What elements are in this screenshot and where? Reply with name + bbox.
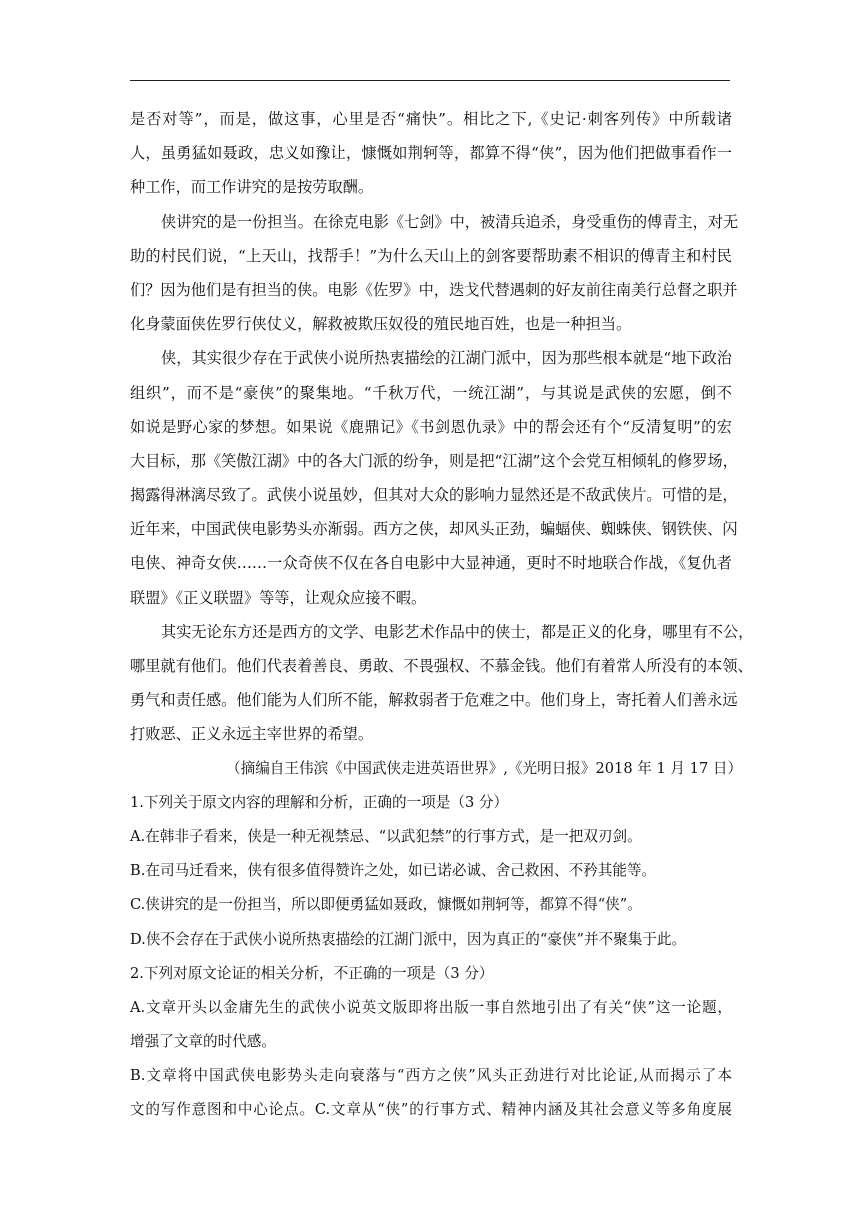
question-2-line-4: 文的写作意图和中心论点。C.文章从“侠”的行事方式、精神内涵及其社会意义等多角度展 xyxy=(130,1101,732,1119)
question-2-line-1: A.文章开头以金庸先生的武侠小说英文版即将出版一事自然地引出了有关“侠”这一论题， xyxy=(130,998,732,1016)
question-1-option-d: D.侠不会存在于武侠小说所热衷描绘的江湖门派中，因为真正的“豪侠”并不聚集于此。 xyxy=(130,930,687,948)
question-1-option-c: C.侠讲究的是一份担当，所以即便勇猛如聂政，慷慨如荆轲等，都算不得“侠”。 xyxy=(130,896,642,914)
paragraph-3-line-8: 联盟》《正义联盟》等等，让观众应接不暇。 xyxy=(130,588,427,607)
paragraph-2-line-4: 化身蒙面侠佐罗行侠仗义，解救被欺压奴役的殖民地百姓，也是一种担当。 xyxy=(130,315,632,334)
question-2-line-3: B.文章将中国武侠电影势头走向衰落与“西方之侠”风头正劲进行对比论证,从而揭示了本 xyxy=(130,1067,732,1085)
paragraph-1-line-1: 是否对等”，而是，做这事，心里是否“痛快”。相比之下,《史记·刺客列传》中所载诸 xyxy=(130,110,732,128)
paragraph-4-line-3: 勇气和责任感。他们能为人们所不能，解救弱者于危难之中。他们身上，寄托着人们善永远 xyxy=(130,691,738,710)
article-body xyxy=(130,102,754,1128)
question-2-stem: 2.下列对原文论证的相关分析，不正确的一项是（3 分） xyxy=(130,964,494,982)
paragraph-2-line-2: 助的村民们说，“上天山，找帮手！”为什么天山上的剑客要帮助素不相识的傅青主和村民 xyxy=(130,246,732,265)
source-citation: （摘编自王伟滨《中国武侠走进英语世界》,《光明日报》2018 年 1 月 17 日） xyxy=(226,759,743,777)
paragraph-2-line-3: 们？因为他们是有担当的侠。电影《佐罗》中，迭戈代替遇刺的好友前往南美行总督之职并 xyxy=(130,280,738,299)
paragraph-3-line-7: 电侠、神奇女侠……一众奇侠不仅在各自电影中大显神通，更时不时地联合作战，《复仇者 xyxy=(130,554,732,573)
paragraph-3-line-3: 如说是野心家的梦想。如果说《鹿鼎记》《书剑恩仇录》中的帮会还有个“反清复明”的宏 xyxy=(130,417,732,436)
paragraph-1-line-2: 人，虽勇猛如聂政，忠义如豫让，慷慨如荆轲等，都算不得“侠”，因为他们把做事看作一 xyxy=(130,144,732,163)
paragraph-3-line-6: 近年来，中国武侠电影势头亦渐弱。西方之侠，却风头正劲，蝙蝠侠、蜘蛛侠、钢铁侠、闪 xyxy=(130,520,738,539)
paragraph-4-line-4: 打败恶、正义永远主宰世界的希望。 xyxy=(130,725,373,744)
paragraph-3-line-5: 揭露得淋漓尽致了。武侠小说虽妙，但其对大众的影响力显然还是不敌武侠片。可惜的是， xyxy=(130,486,738,505)
paragraph-4-line-1: 其实无论东方还是西方的文学、电影艺术作品中的侠士，都是正义的化身，哪里有不公， xyxy=(161,622,754,641)
header-rule xyxy=(130,80,730,81)
question-1-option-b: B.在司马迁看来，侠有很多值得赞许之处，如已诺必诚、舍己救困、不矜其能等。 xyxy=(130,862,657,880)
question-1-stem: 1.下列关于原文内容的理解和分析，正确的一项是（3 分） xyxy=(130,793,509,811)
paragraph-4-line-2: 哪里就有他们。他们代表着善良、勇敢、不畏强权、不慕金钱。他们有着常人所没有的本领、 xyxy=(130,657,753,675)
paragraph-2-line-1: 侠讲究的是一份担当。在徐克电影《七剑》中，被清兵追杀，身受重伤的傅青主，对无 xyxy=(161,212,739,231)
question-1-option-a: A.在韩非子看来，侠是一种无视禁忌、“以武犯禁”的行事方式，是一把双刃剑。 xyxy=(130,827,642,845)
question-2-line-2: 增强了文章的时代感。 xyxy=(130,1033,276,1051)
paragraph-3-line-2: 组织”，而不是“豪侠”的聚集地。“千秋万代，一统江湖”，与其说是武侠的宏愿，倒不 xyxy=(130,383,732,402)
paragraph-1-line-3: 种工作，而工作讲究的是按劳取酬。 xyxy=(130,178,373,197)
paragraph-3-line-4: 大目标，那《笑傲江湖》中的各大门派的纷争，则是把“江湖”这个会党互相倾轧的修罗场， xyxy=(130,451,738,470)
paragraph-3-line-1: 侠，其实很少存在于武侠小说所热衷描绘的江湖门派中，因为那些根本就是“地下政治 xyxy=(161,349,732,368)
